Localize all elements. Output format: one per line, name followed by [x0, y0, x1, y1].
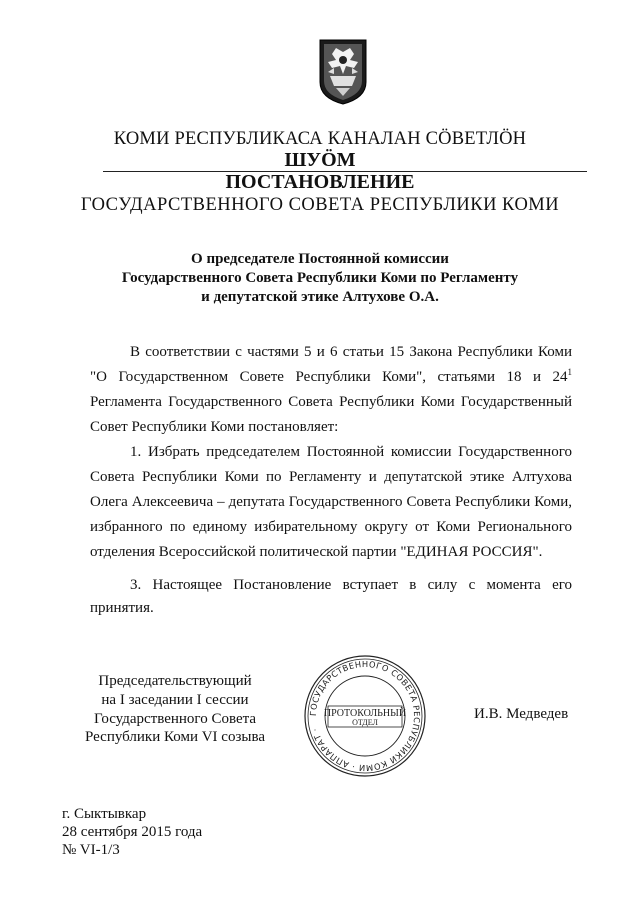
signatory-title-line-2: на I заседании I сессии: [101, 692, 249, 708]
official-stamp: [302, 653, 428, 779]
body-p1-line-2: "О Государственном Совете Республики Коми", статьями 18 и $24^1$: [90, 367, 572, 385]
body-p2-line-5: отделения Всероссийской политической партии "ЕДИНАЯ РОССИЯ".: [90, 544, 543, 560]
body-p3-line-1: 3. Настоящее Постановление вступает в силу с момента его: [130, 577, 572, 593]
stamp-ring-text: ГОСУДАРСТВЕННОГО СОВЕТА РЕСПУБЛИКИ КОМИ · АППАРАТ ·: [307, 658, 423, 774]
body-p2-line-2: Совета Республики Коми по Регламенту и депутатской этике Алтухова: [90, 469, 572, 485]
stamp-center-line-1: ПРОТОКОЛЬНЫЙ: [323, 708, 407, 719]
body-p1-line-1: В соответствии с частями 5 и 6 статьи 15 Закона Республики Коми: [130, 344, 572, 360]
signatory-title-line-4: Республики Коми VI созыва: [84, 729, 266, 745]
document-title-line-1: О председателе Постоянной комиссии: [191, 251, 449, 267]
footer-city: г. Сыктывкар: [62, 806, 147, 822]
signatory-title-line-1: Председательствующий: [98, 673, 252, 689]
superscript: 1: [567, 367, 572, 377]
header-komi-language: КОМИ РЕСПУБЛИКАСА КАНАЛАН СÖВЕТЛÖН: [113, 129, 527, 149]
document-title-line-2: Государственного Совета Республики Коми по Регламенту: [121, 270, 519, 286]
body-p2-line-1: 1. Избрать председателем Постоянной комиссии Государственного: [130, 444, 572, 460]
body-p3-line-2: принятия.: [90, 600, 154, 616]
coat-of-arms-emblem: [318, 38, 368, 106]
stamp-center-line-2: ОТДЕЛ: [352, 718, 378, 727]
document-title-line-3: и депутатской этике Алтухове О.А.: [201, 289, 439, 305]
body-p1-line-3: Регламента Государственного Совета Республики Коми Государственный: [90, 394, 572, 410]
footer-number: № VI-1/3: [62, 842, 120, 858]
body-p2-line-4: избранного по единому избирательному округу от Коми Регионального: [90, 519, 572, 535]
signatory-title-line-3: Государственного Совета: [93, 711, 257, 727]
signatory-name: И.В. Медведев: [474, 706, 569, 722]
body-p1-line-4: Совет Республики Коми постановляет:: [90, 419, 339, 435]
footer-date: 28 сентября 2015 года: [62, 824, 203, 840]
body-p2-line-3: Олега Алексеевича – депутата Государственного Совета Республики Коми,: [90, 494, 572, 510]
header-postanovlenie: ПОСТАНОВЛЕНИЕ: [225, 171, 415, 193]
header-gossovet: ГОСУДАРСТВЕННОГО СОВЕТА РЕСПУБЛИКИ КОМИ: [80, 195, 560, 215]
header-shuom: ШУÖМ: [284, 149, 356, 171]
